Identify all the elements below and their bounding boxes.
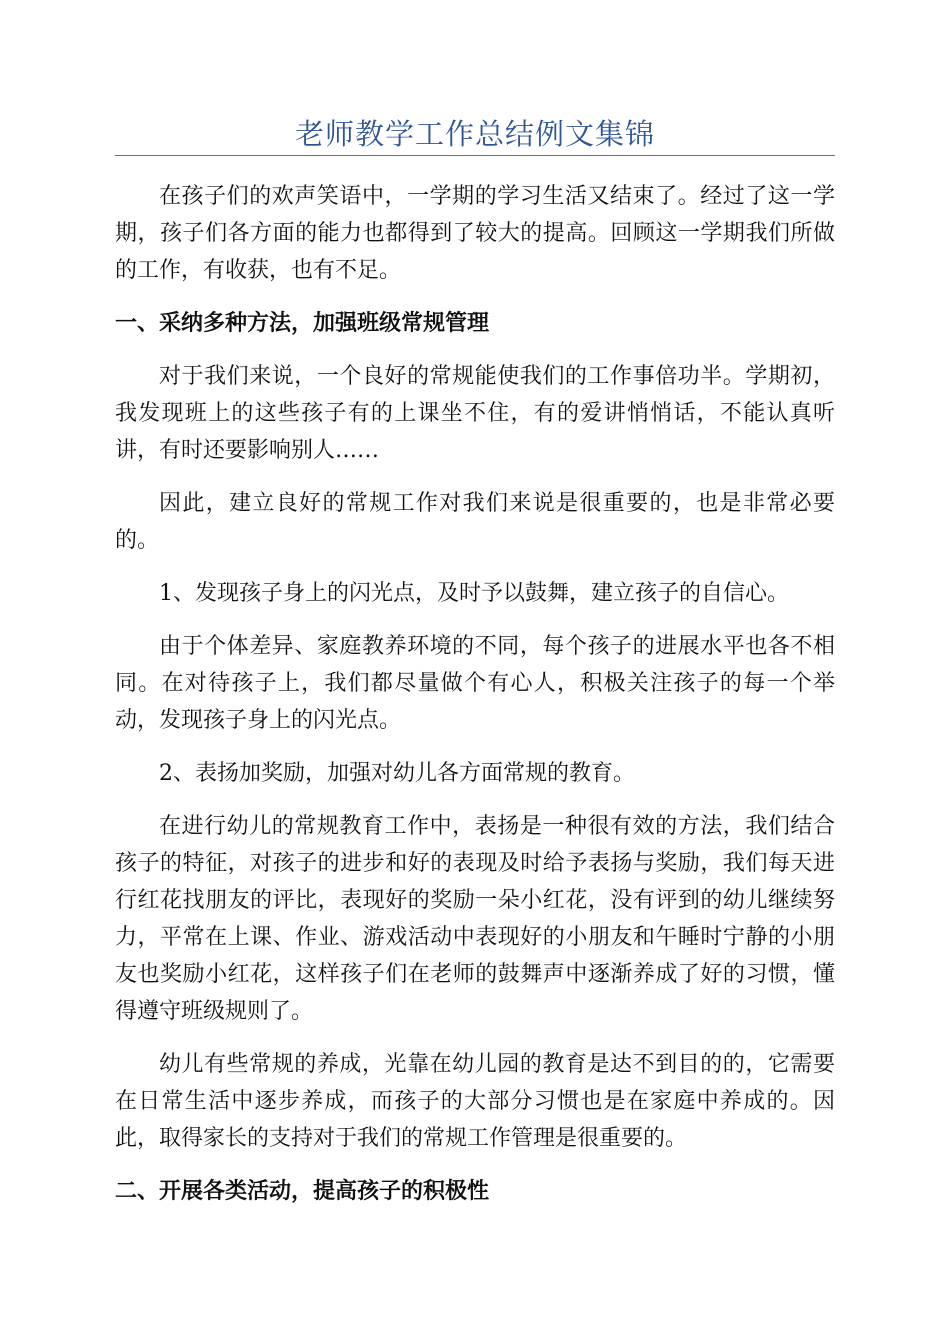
title-underline — [115, 155, 835, 156]
subheading-2: 2、表扬加奖励，加强对幼儿各方面常规的教育。 — [159, 761, 635, 786]
subheading-1: 1、发现孩子身上的闪光点，及时予以鼓舞，建立孩子的自信心。 — [159, 581, 789, 606]
document-body — [115, 178, 835, 1210]
document-title: 老师教学工作总结例文集锦 — [294, 117, 655, 151]
intro-paragraph: 在孩子们的欢声笑语中，一学期的学习生活又结束了。经过了这一学期，孩子们各方面的能力也都得到了较大的提高。回顾这一学期我们所做的工作，有收获，也有不足。 — [115, 184, 835, 283]
body-paragraph: 对于我们来说，一个良好的常规能使我们的工作事倍功半。学期初，我发现班上的这些孩子有的上课坐不住，有的爱讲悄悄话，不能认真听讲，有时还要影响别人…… — [115, 364, 835, 463]
body-paragraph: 因此，建立良好的常规工作对我们来说是很重要的，也是非常必要的。 — [115, 491, 835, 553]
body-paragraph: 在进行幼儿的常规教育工作中，表扬是一种很有效的方法，我们结合孩子的特征，对孩子的进步和好的表现及时给予表扬与奖励，我们每天进行红花找朋友的评比，表现好的奖励一朵小红花，没有评到的幼儿继续努力，平常在上课、作业、游戏活动中表现好的小朋友和午睡时宁静的小朋友也奖励小红花，这样孩子们在老师的鼓舞声中逐渐养成了好的习惯，懂得遵守班级规则了。 — [115, 814, 835, 1024]
body-paragraph: 由于个体差异、家庭教养环境的不同，每个孩子的进展水平也各不相同。在对待孩子上，我们都尽量做个有心人，积极关注孩子的每一个举动，发现孩子身上的闪光点。 — [115, 634, 835, 733]
body-paragraph: 幼儿有些常规的养成，光靠在幼儿园的教育是达不到目的的，它需要在日常生活中逐步养成，而孩子的大部分习惯也是在家庭中养成的。因此，取得家长的支持对于我们的常规工作管理是很重要的。 — [115, 1052, 835, 1151]
section-heading-1: 一、采纳多种方法，加强班级常规管理 — [115, 310, 490, 336]
section-heading-2: 二、开展各类活动，提高孩子的积极性 — [115, 1178, 490, 1204]
